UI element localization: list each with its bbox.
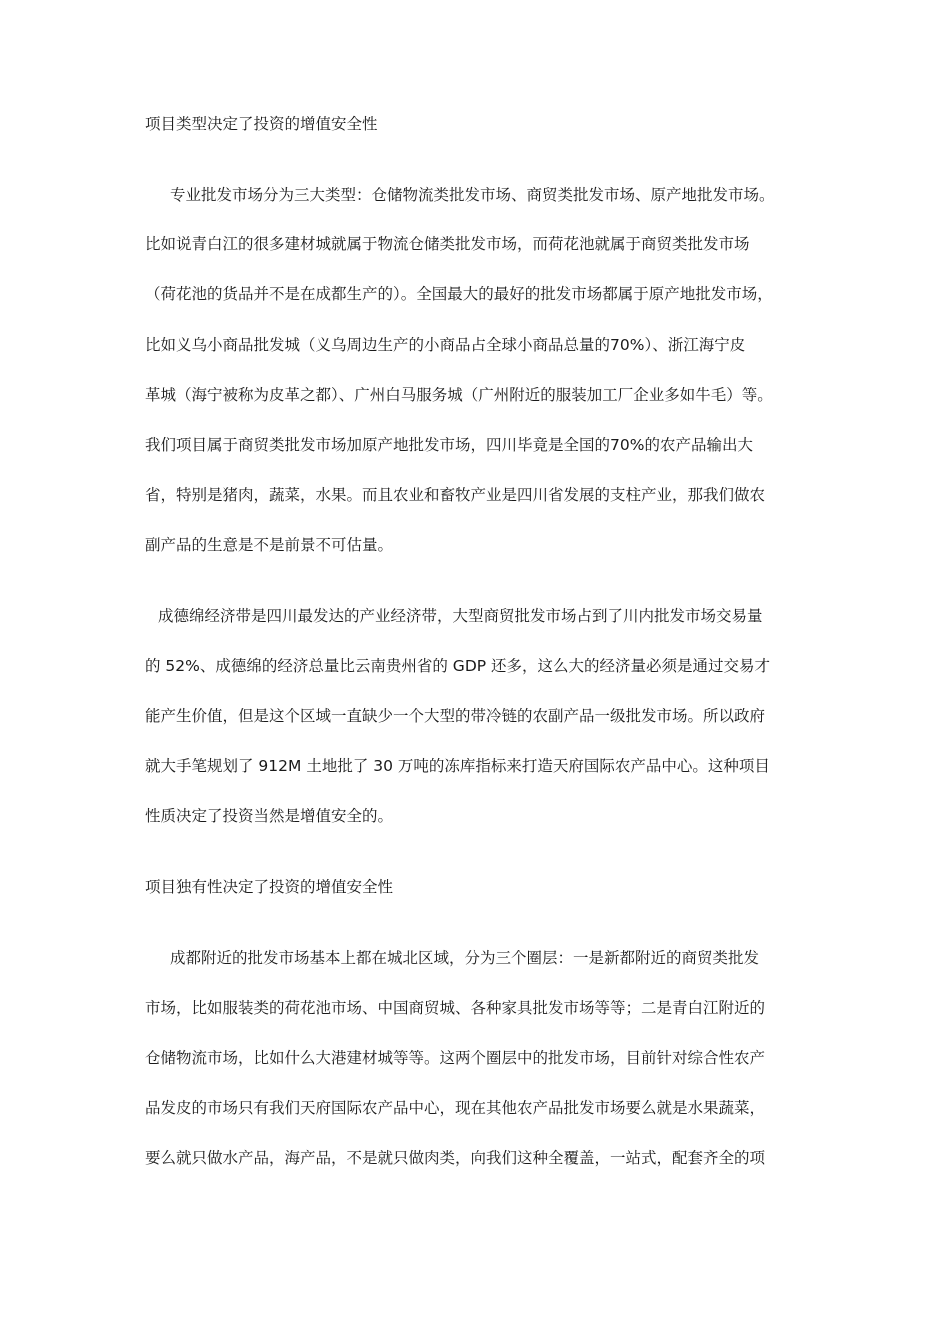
paragraph-line: 革城（海宁被称为皮革之都）、广州白马服务城（广州附近的服装加工厂企业多如牛毛）等。 — [145, 386, 773, 404]
paragraph-line: 成德绵经济带是四川最发达的产业经济带，大型商贸批发市场占到了川内批发市场交易量 — [158, 607, 763, 625]
paragraph-line: 仓储物流市场，比如什么大港建材城等等。这两个圈层中的批发市场，目前针对综合性农产 — [145, 1049, 766, 1067]
paragraph-line: （荷花池的货品并不是在成都生产的）。全国最大的最好的批发市场都属于原产地批发市场， — [145, 285, 773, 303]
paragraph-line: 成都附近的批发市场基本上都在城北区域，分为三个圈层：一是新都附近的商贸类批发 — [170, 949, 760, 967]
paragraph-line: 省，特别是猪肉，蔬菜，水果。而且农业和畜牧产业是四川省发展的支柱产业，那我们做农 — [145, 486, 766, 504]
paragraph-line: 比如说青白江的很多建材城就属于物流仓储类批发市场，而荷花池就属于商贸类批发市场 — [145, 235, 750, 253]
paragraph-line: 性质决定了投资当然是增值安全的。 — [145, 807, 394, 825]
paragraph-line: 能产生价值，但是这个区域一直缺少一个大型的带冷链的农副产品一级批发市场。所以政府 — [145, 707, 766, 725]
paragraph-line: 的 52%、成德绵的经济总量比云南贵州省的 GDP 还多，这么大的经济量必须是通过交易才 — [145, 657, 771, 675]
paragraph-line: 我们项目属于商贸类批发市场加原产地批发市场，四川毕竟是全国的70%的农产品输出大 — [145, 436, 753, 454]
paragraph-line: 比如义乌小商品批发城（义乌周边生产的小商品占全球小商品总量的70%）、浙江海宁皮 — [145, 336, 746, 354]
section-heading-project-uniqueness: 项目独有性决定了投资的增值安全性 — [145, 878, 394, 896]
paragraph-line: 专业批发市场分为三大类型：仓储物流类批发市场、商贸类批发市场、原产地批发市场。 — [170, 186, 775, 204]
paragraph-line: 就大手笔规划了 912M 土地批了 30 万吨的冻库指标来打造天府国际农产品中心。这种项目 — [145, 757, 770, 775]
paragraph-line: 品发皮的市场只有我们天府国际农产品中心，现在其他农产品批发市场要么就是水果蔬菜， — [145, 1099, 766, 1117]
section-heading-project-type: 项目类型决定了投资的增值安全性 — [145, 115, 378, 133]
paragraph-line: 要么就只做水产品，海产品，不是就只做肉类，向我们这种全覆盖，一站式，配套齐全的项 — [145, 1149, 766, 1167]
paragraph-line: 市场，比如服装类的荷花池市场、中国商贸城、各种家具批发市场等等；二是青白江附近的 — [145, 999, 766, 1017]
paragraph-line: 副产品的生意是不是前景不可估量。 — [145, 536, 394, 554]
